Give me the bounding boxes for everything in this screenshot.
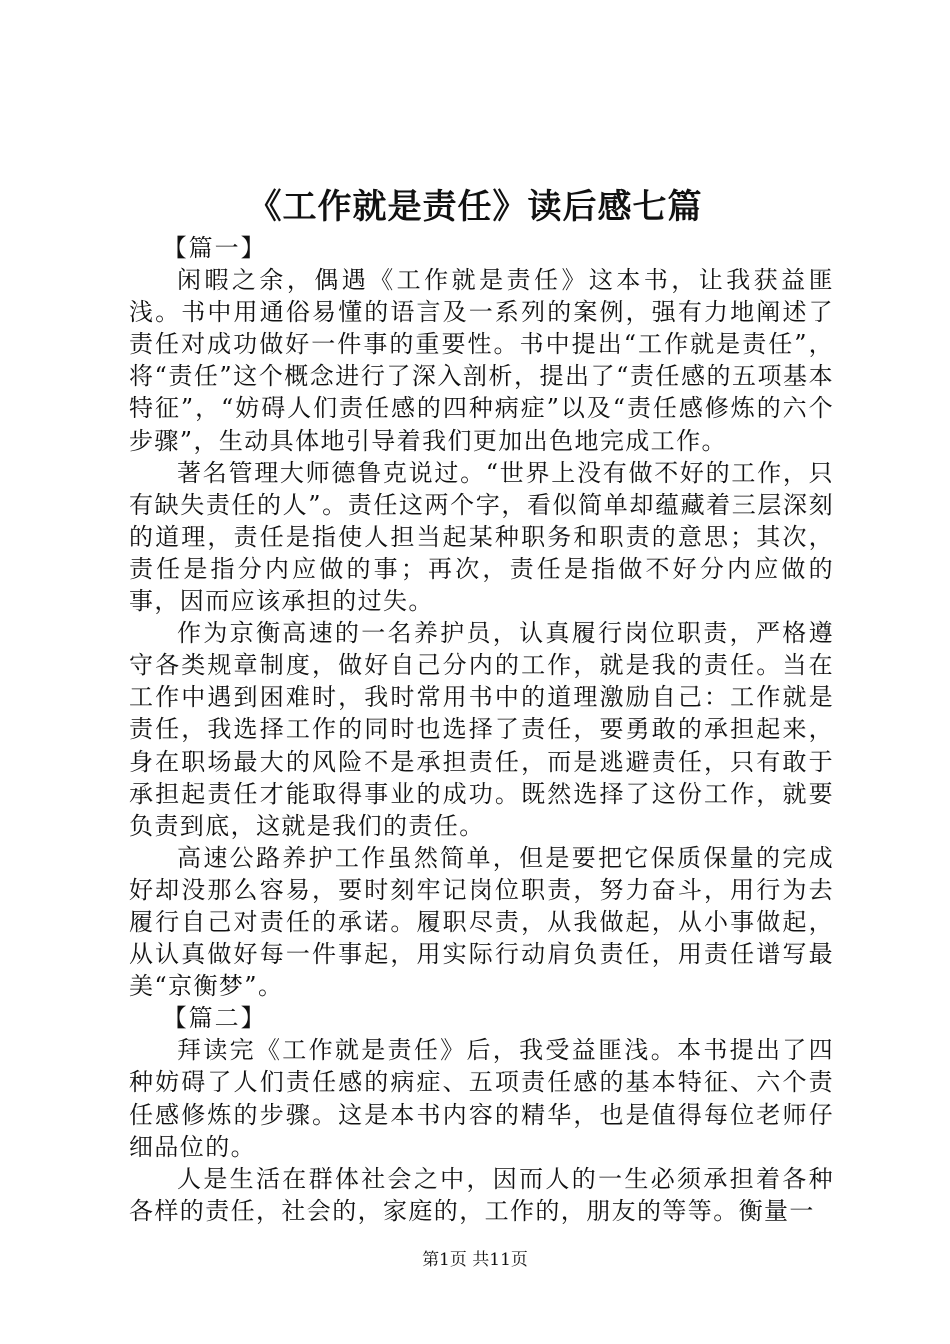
paragraph: 人是生活在群体社会之中，因而人的一生必须承担着各种各样的责任，社会的，家庭的，工作的，朋友的等等。衡量一	[129, 1164, 834, 1225]
section-heading-2: 【篇二】	[162, 1004, 267, 1033]
section-heading-1: 【篇一】	[162, 234, 267, 262]
paragraph: 作为京衡高速的一名养护员，认真履行岗位职责，严格遵守各类规章制度，做好自己分内的工作，就是我的责任。当在工作中遇到困难时，我时常用书中的道理激励自己：工作就是责任，我选择工作的同时也选择了责任，要勇敢的承担起来，身在职场最大的风险不是承担责任，而是逃避责任，只有敢于承担起责任才能取得事业的成功。既然选择了这份工作，就要负责到底，这就是我们的责任。	[129, 619, 834, 840]
document-title: 《工作就是责任》读后感七篇	[247, 187, 703, 227]
document-body	[129, 232, 834, 1227]
paragraph: 拜读完《工作就是责任》后，我受益匪浅。本书提出了四种妨碍了人们责任感的病症、五项责任感的基本特征、六个责任感修炼的步骤。这是本书内容的精华，也是值得每位老师仔细品位的。	[129, 1036, 834, 1161]
paragraph: 著名管理大师德鲁克说过。“世界上没有做不好的工作，只有缺失责任的人”。责任这两个字，看似简单却蕴藏着三层深刻的道理，责任是指使人担当起某种职务和职责的意思；其次，责任是指分内应做的事；再次，责任是指做不好分内应做的事，因而应该承担的过失。	[129, 458, 834, 616]
paragraph: 闲暇之余，偶遇《工作就是责任》这本书，让我获益匪浅。书中用通俗易懂的语言及一系列的案例，强有力地阐述了责任对成功做好一件事的重要性。书中提出“工作就是责任”，将“责任”这个概念进行了深入剖析，提出了“责任感的五项基本特征”，“妨碍人们责任感的四种病症”以及“责任感修炼的六个步骤”，生动具体地引导着我们更加出色地完成工作。	[129, 266, 834, 455]
paragraph: 高速公路养护工作虽然简单，但是要把它保质保量的完成好却没那么容易，要时刻牢记岗位职责，努力奋斗，用行为去履行自己对责任的承诺。履职尽责，从我做起，从小事做起，从认真做好每一件事起，用实际行动肩负责任，用责任谱写最美“京衡梦”。	[129, 843, 834, 1001]
page-footer: 第1页 共11页	[422, 1250, 528, 1270]
